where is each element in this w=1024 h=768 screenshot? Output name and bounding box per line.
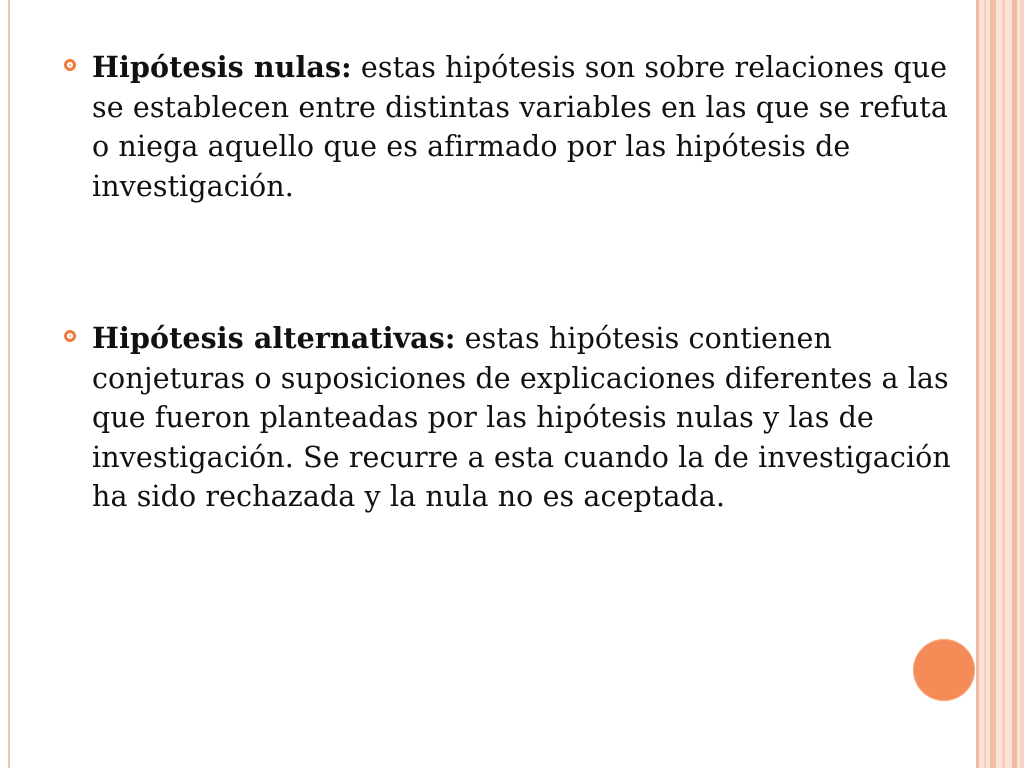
bullet-hipotesis-nulas [62, 48, 962, 206]
stripe [976, 0, 979, 768]
slide-content [62, 48, 962, 517]
left-border-line [8, 0, 10, 768]
bullet-hipotesis-alternativas [62, 319, 962, 517]
bullet-text: estas hipótesis contienen conjeturas o suposiciones de explicaciones diferentes a las que fueron planteadas por las hipótesis nulas y las de investigación. Se recurre a esta cuando la de investigación ha sido rechazada y la nula no es aceptada. [92, 322, 951, 513]
bullet-text: estas hipótesis son sobre relaciones que se establecen entre distintas variables en las que se refuta o niega aquello que es afirmado por las hipótesis de investigación. [92, 51, 948, 203]
circle-bullet-icon [64, 330, 76, 342]
stripe [990, 0, 996, 768]
bullet-term: Hipótesis nulas: [92, 50, 352, 84]
stripe [1012, 0, 1017, 768]
circle-bullet-icon [64, 59, 76, 71]
stripe [1020, 0, 1024, 768]
right-decorative-stripes [976, 0, 1024, 768]
bullet-term: Hipótesis alternativas: [92, 321, 456, 355]
decorative-circle [913, 639, 975, 701]
stripe [984, 0, 986, 768]
stripe [1002, 0, 1005, 768]
